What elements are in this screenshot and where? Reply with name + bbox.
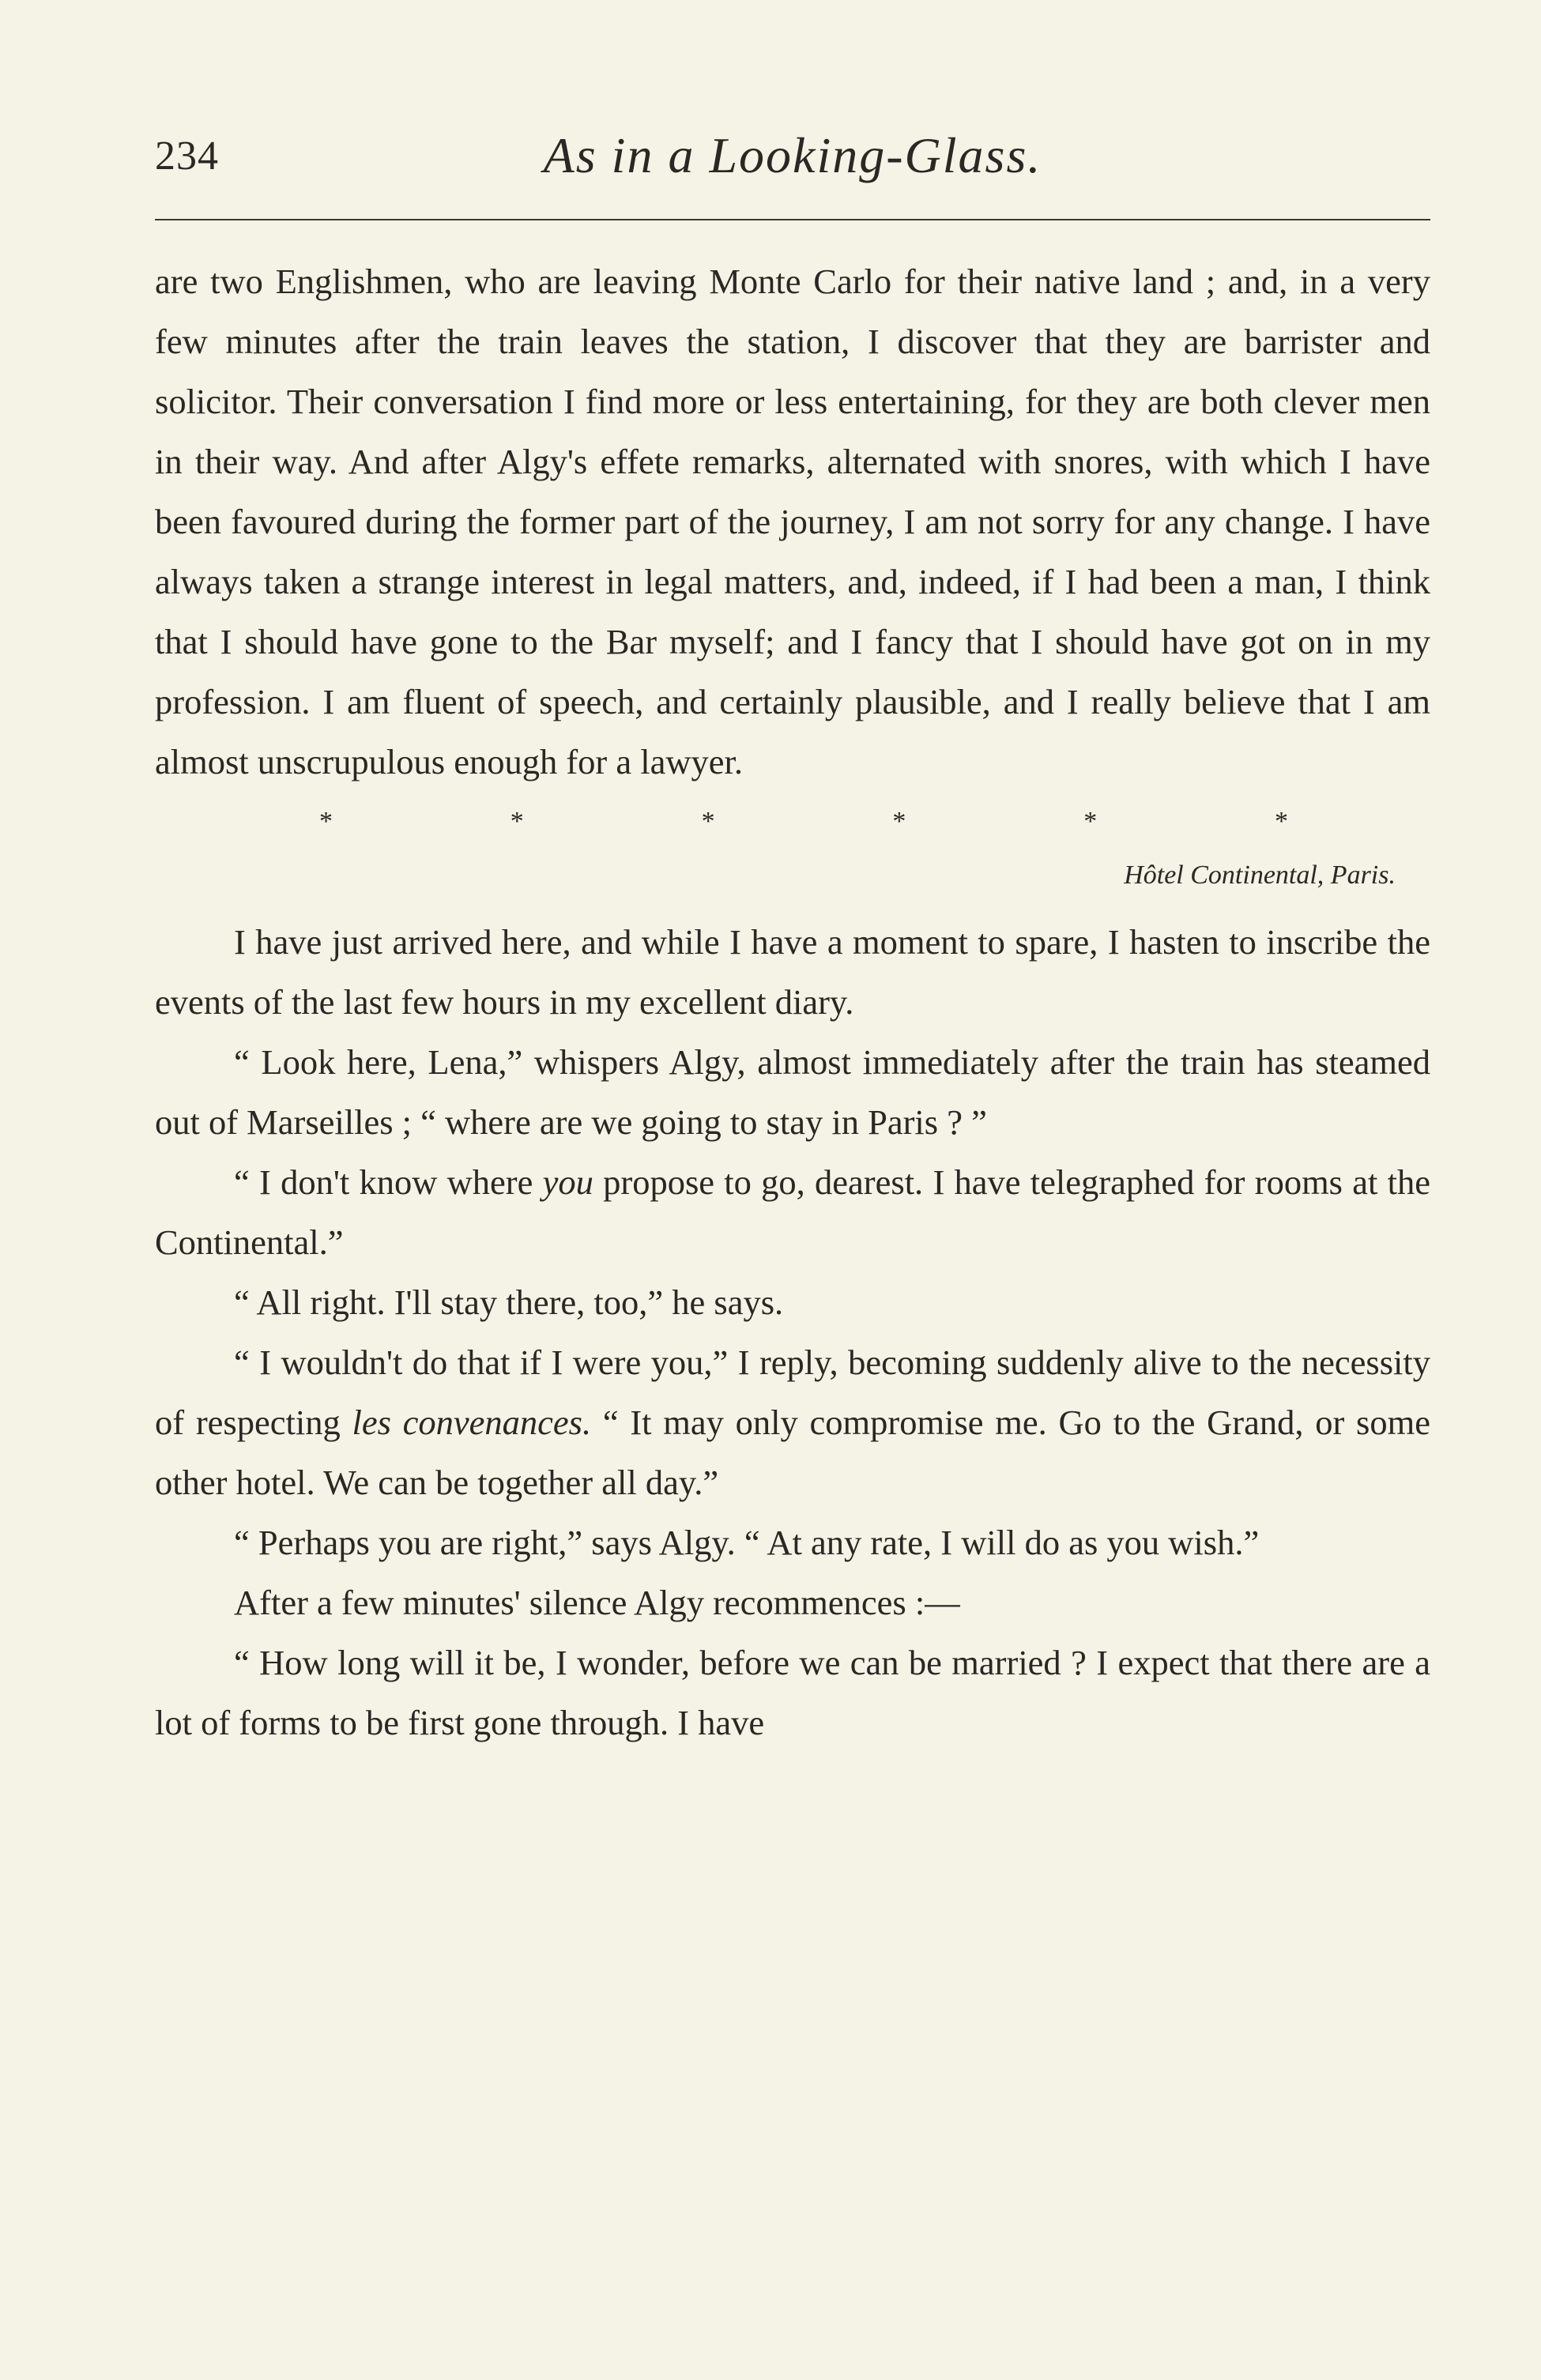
header-rule bbox=[155, 219, 1430, 220]
paragraph: “ How long will it be, I wonder, before we can be married ? I expect that there are a lot of forms to be first gone through. I have bbox=[155, 1643, 1430, 1742]
asterisk: * bbox=[892, 807, 906, 836]
italic-text: les convenances. bbox=[352, 1403, 592, 1442]
paragraph: After a few minutes' silence Algy recommences :— bbox=[234, 1583, 960, 1622]
paragraph: I have just arrived here, and while I have a moment to spare, I hasten to inscribe the events of the last few hours in my excellent diary. bbox=[155, 922, 1430, 1022]
italic-text: you bbox=[542, 1162, 593, 1202]
page-header bbox=[155, 126, 1430, 190]
text-run: “ I wouldn't do that if I were you,” I reply, becoming suddenly alive to the necessity of respecting bbox=[155, 1343, 1430, 1442]
paragraph bbox=[155, 1332, 1430, 1512]
text-run: propose to go, dearest. I have telegraphed for rooms at the Continental.” bbox=[155, 1162, 1430, 1262]
paragraph: “ All right. I'll stay there, too,” he says. bbox=[234, 1282, 784, 1322]
asterisk: * bbox=[1083, 807, 1098, 836]
running-title: As in a Looking-Glass. bbox=[543, 127, 1042, 183]
page-number: 234 bbox=[155, 134, 219, 179]
asterisk: * bbox=[701, 807, 715, 836]
asterisk: * bbox=[1274, 807, 1288, 836]
asterisk: * bbox=[510, 807, 524, 836]
paragraph: “ Perhaps you are right,” says Algy. “ At any rate, I will do as you wish.” bbox=[234, 1523, 1260, 1562]
asterisk: * bbox=[319, 807, 333, 836]
text-run: “ It may only compromise me. Go to the Grand, or some other hotel. We can be together all day.” bbox=[155, 1403, 1430, 1502]
section-break-asterisks bbox=[155, 792, 1430, 852]
dateline: Hôtel Continental, Paris. bbox=[1124, 860, 1396, 890]
body-text bbox=[155, 251, 1430, 1753]
paragraph bbox=[155, 1152, 1430, 1272]
paragraph: are two Englishmen, who are leaving Monte Carlo for their native land ; and, in a very few minutes after the train leaves the station, I discover that they are barrister and solicitor. Their conversation I find more or less entertaining, for they are both clever men in their way. And after Algy's effete remarks, alternated with snores, with which I have been favoured during the former part of the journey, I am not sorry for any change. I have always taken a strange interest in legal matters, and, indeed, if I had been a man, I think that I should have gone to the Bar myself; and I fancy that I should have got on in my profession. I am fluent of speech, and certainly plausible, and I really believe that I am almost unscrupulous enough for a lawyer. bbox=[155, 262, 1430, 781]
paragraph: “ Look here, Lena,” whispers Algy, almost immediately after the train has steamed out of Marseilles ; “ where are we going to stay in Paris ? ” bbox=[155, 1042, 1430, 1142]
text-run: “ I don't know where bbox=[234, 1162, 543, 1202]
